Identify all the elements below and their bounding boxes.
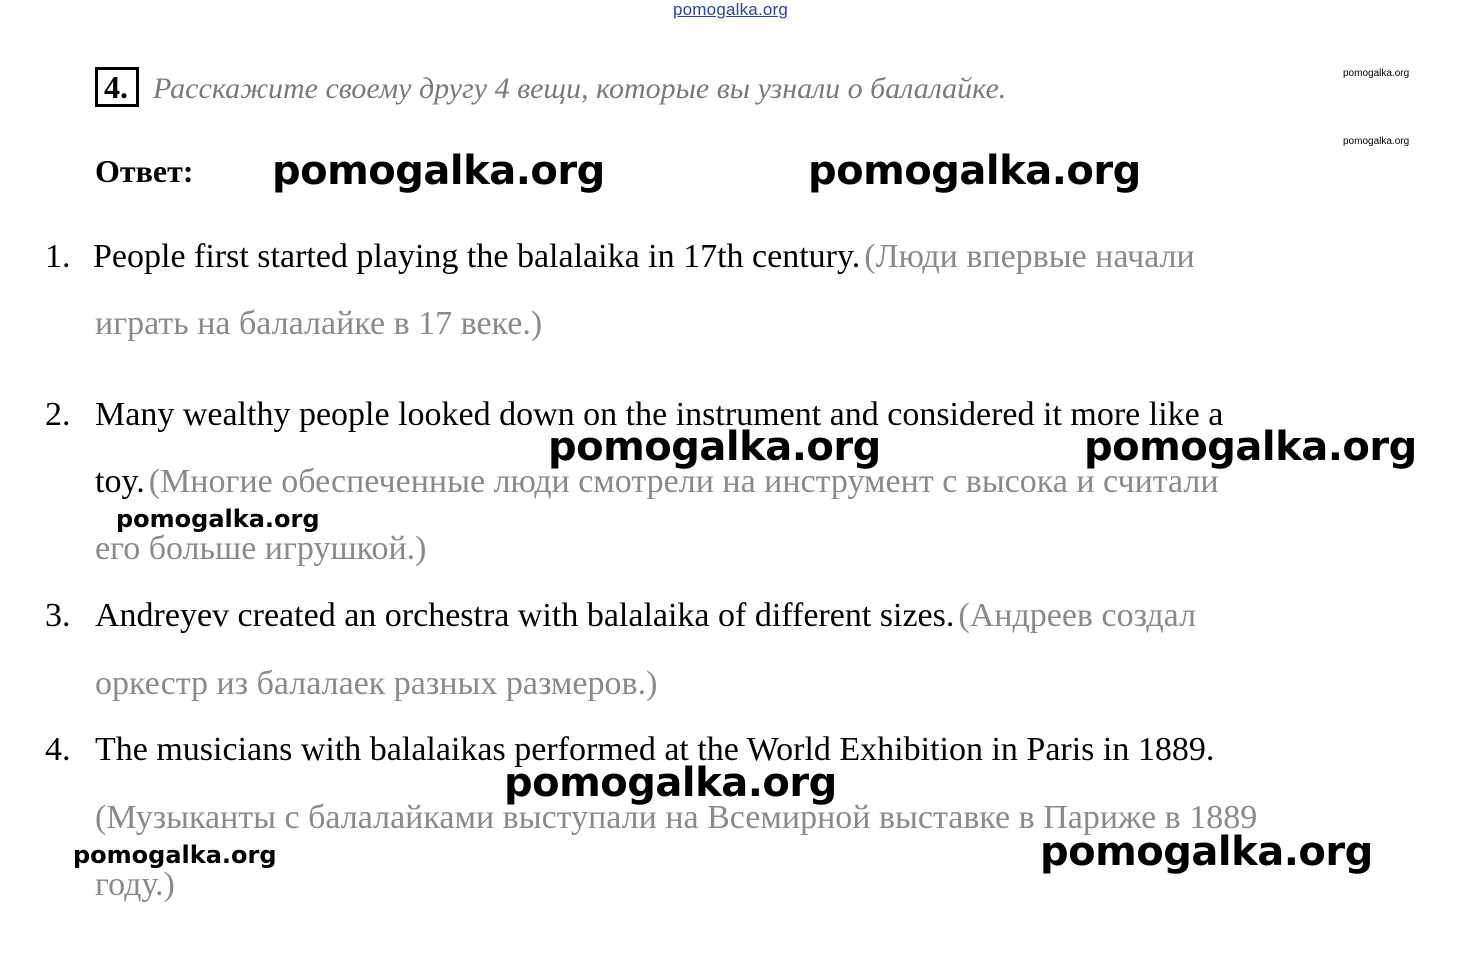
item-english: The musicians with balalaikas performed at the World Exhibition in Paris in 1889. [95,731,1215,768]
item-russian: (Многие обеспеченные люди смотрели на инструмент с высока и считали [148,463,1219,500]
answer-label: Ответ: [95,153,194,189]
watermark-text: pomogalka.org [1040,829,1373,875]
item-russian: (Люди впервые начали [864,238,1195,275]
list-item [93,238,1195,276]
side-watermark: pomogalka.org [1343,136,1410,147]
task-number-box: 4. [95,67,139,107]
item-english: Many wealthy people looked down on the instrument and considered it more like a [95,396,1224,433]
item-russian: (Андреев создал [958,597,1197,634]
item-english: People first started playing the balalaika in 17th century. [93,238,861,275]
item-number: 3. [45,597,71,634]
watermark-text: pomogalka.org [1084,424,1417,470]
watermark-text: pomogalka.org [808,148,1141,194]
watermark-text: pomogalka.org [73,841,277,869]
side-watermark: pomogalka.org [1343,68,1410,79]
item-russian: (Музыканты с балалайками выступали на Всемирной выставке в Париже в 1889 [95,799,1258,836]
watermark-text: pomogalka.org [116,505,320,533]
watermark-text: pomogalka.org [504,760,837,806]
item-number: 1. [45,238,71,275]
item-russian-cont: играть на балалайке в 17 веке.) [95,305,543,342]
item-english: Andreyev created an orchestra with balalaika of different sizes. [95,597,955,634]
watermark-text: pomogalka.org [548,424,881,470]
item-number: 4. [45,731,71,768]
task-instruction: Расскажите своему другу 4 вещи, которые вы узнали о балалайке. [153,72,1007,105]
header-watermark-link[interactable]: pomogalka.org [673,0,789,19]
list-item [95,597,1196,635]
item-number: 2. [45,396,71,433]
item-russian-cont: оркестр из балалаек разных размеров.) [95,665,658,702]
watermark-text: pomogalka.org [272,148,605,194]
item-russian-cont: его больше игрушкой.) [95,530,427,567]
item-russian-cont: году.) [95,866,175,903]
item-english-cont: toy. [95,463,145,500]
